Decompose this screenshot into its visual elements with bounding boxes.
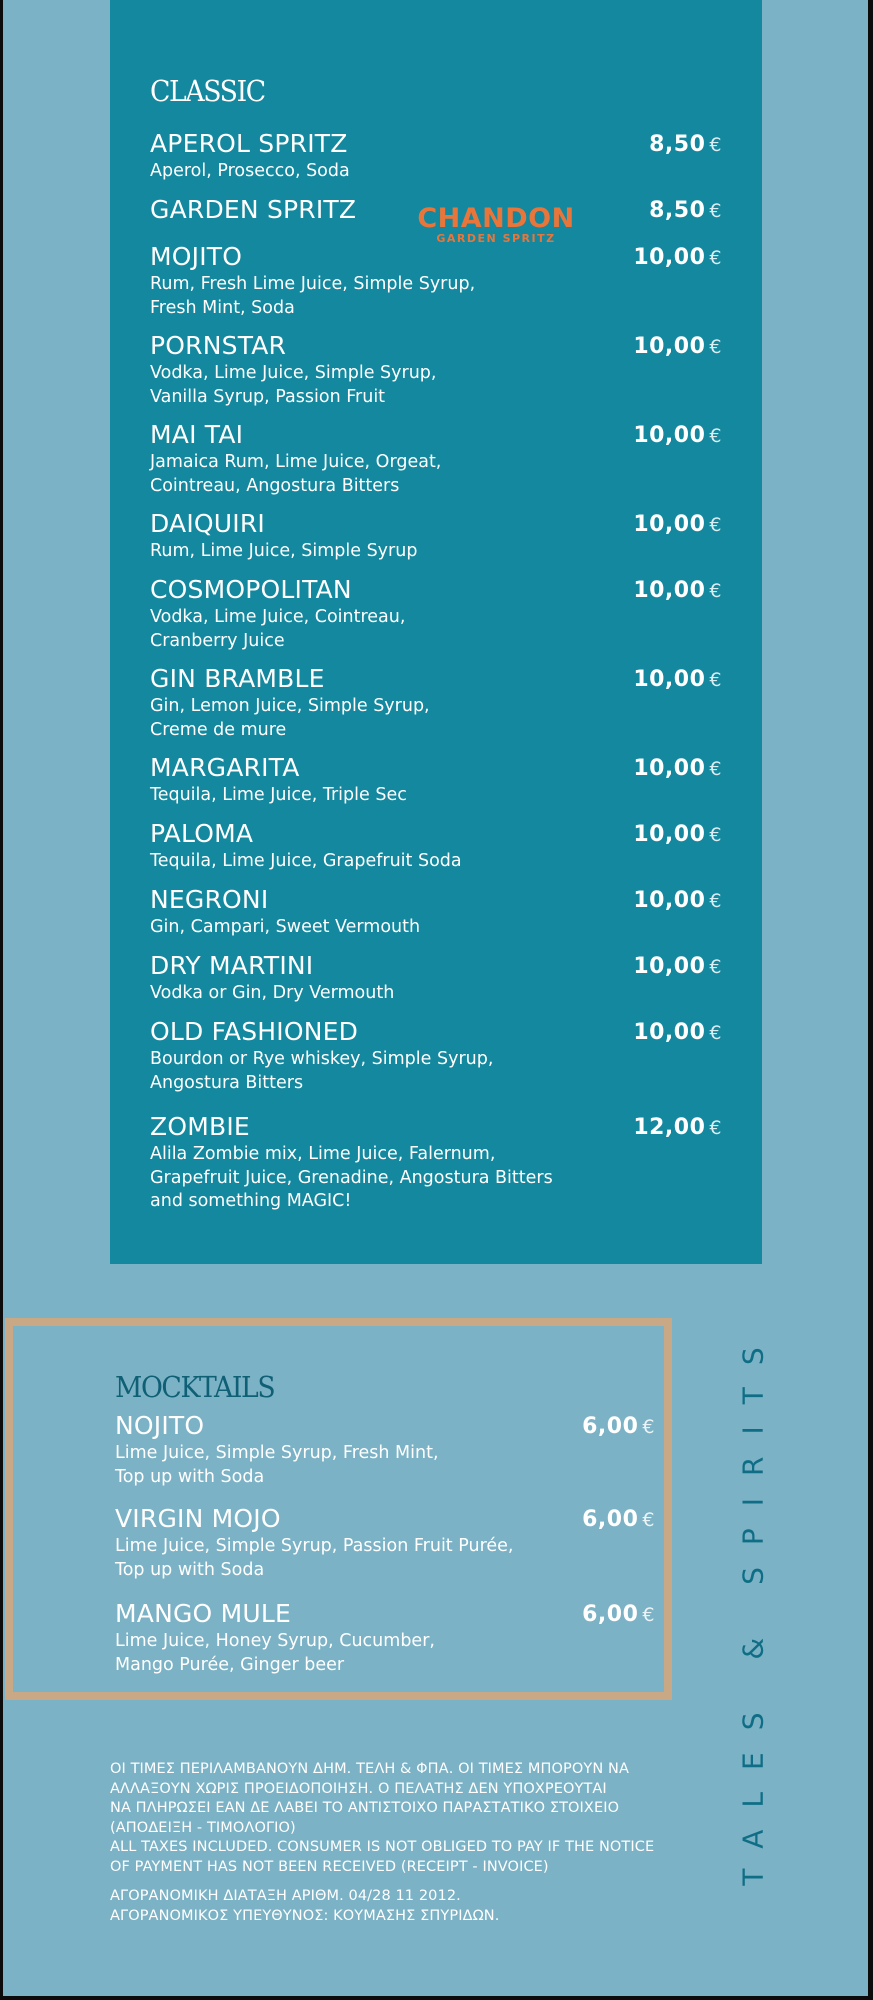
- item-name: VIRGIN MOJO: [115, 1504, 281, 1533]
- item-description: Cointreau, Angostura Bitters: [150, 475, 400, 496]
- item-description: Bourdon or Rye whiskey, Simple Syrup,: [150, 1049, 494, 1069]
- item-description: Rum, Fresh Lime Juice, Simple Syrup,: [150, 274, 476, 294]
- item-name: MOJITO: [150, 242, 243, 271]
- item-description: Top up with Soda: [115, 1559, 265, 1580]
- price-value: 8,50: [649, 198, 706, 223]
- currency-symbol: €: [709, 758, 722, 780]
- left-edge: [0, 0, 3, 2000]
- price-value: 10,00: [633, 423, 706, 448]
- currency-symbol: €: [642, 1604, 655, 1626]
- item-name: COSMOPOLITAN: [150, 575, 352, 604]
- item-name: PORNSTAR: [150, 331, 287, 360]
- item-description: Creme de mure: [150, 719, 287, 740]
- item-name: MAI TAI: [150, 420, 244, 449]
- menu-item: [115, 1600, 655, 1677]
- footer-license: [110, 1887, 710, 1926]
- price-value: 10,00: [633, 954, 706, 979]
- item-price: [633, 1115, 722, 1140]
- item-description: Aperol, Prosecco, Soda: [150, 161, 350, 181]
- footer-line: ΟΙ ΤΙΜΕΣ ΠΕΡΙΛΑΜΒΑΝΟΥΝ ΔΗΜ. ΤΕΛΗ & ΦΠΑ. ΟΙ ΤΙΜΕΣ ΜΠΟΡΟΥΝ ΝΑ: [110, 1761, 629, 1777]
- price-value: 10,00: [633, 578, 706, 603]
- item-price: [582, 1602, 655, 1627]
- item-name: NOJITO: [115, 1411, 205, 1440]
- item-name: MARGARITA: [150, 753, 300, 782]
- currency-symbol: €: [642, 1509, 655, 1531]
- currency-symbol: €: [709, 956, 722, 978]
- item-description: Vodka or Gin, Dry Vermouth: [150, 983, 395, 1003]
- price-value: 10,00: [633, 245, 706, 270]
- footer-line: ΑΛΛΑΞΟΥΝ ΧΩΡΙΣ ΠΡΟΕΙΔΟΠΟΙΗΣΗ. Ο ΠΕΛΑΤΗΣ ΔΕΝ ΥΠΟΧΡΕΟΥΤΑΙ: [110, 1780, 607, 1797]
- item-name: PALOMA: [150, 819, 254, 848]
- footer-line: OF PAYMENT HAS NOT BEEN RECEIVED (RECEIPT - INVOICE): [110, 1858, 549, 1875]
- footer-line: ΝΑ ΠΛΗΡΩΣΕΙ ΕΑΝ ΔΕ ΛΑΒΕΙ ΤΟ ΑΝΤΙΣΤΟΙΧΟ ΠΑΡΑΣΤΑΤΙΚΟ ΣΤΟΙΧΕΙΟ: [110, 1800, 620, 1816]
- item-name: GARDEN SPRITZ: [150, 195, 357, 224]
- currency-symbol: €: [709, 1022, 722, 1044]
- footer-line: ΑΓΟΡΑΝΟΜΙΚΗ ΔΙΑΤΑΞΗ ΑΡΙΘΜ. 04/28 11 2012.: [110, 1888, 461, 1904]
- item-description: Top up with Soda: [115, 1466, 265, 1487]
- item-price: [582, 1507, 655, 1532]
- menu-item: [150, 130, 722, 184]
- brand-name: CHANDON: [417, 203, 575, 234]
- item-description: Alila Zombie mix, Lime Juice, Falernum,: [150, 1144, 496, 1164]
- item-description: Jamaica Rum, Lime Juice, Orgeat,: [150, 452, 442, 472]
- item-description: Mango Purée, Ginger beer: [115, 1654, 345, 1675]
- currency-symbol: €: [709, 425, 722, 447]
- currency-symbol: €: [642, 1416, 655, 1438]
- footer-line: ALL TAXES INCLUDED. CONSUMER IS NOT OBLIGED TO PAY IF THE NOTICE: [110, 1839, 655, 1855]
- currency-symbol: €: [709, 580, 722, 602]
- currency-symbol: €: [709, 134, 722, 156]
- item-price: [633, 822, 722, 847]
- menu-item: [150, 665, 722, 742]
- menu-item: [115, 1412, 655, 1489]
- item-price: [633, 888, 722, 913]
- price-value: 10,00: [633, 334, 706, 359]
- item-description: Grapefruit Juice, Grenadine, Angostura Bitters: [150, 1167, 553, 1188]
- item-price: [633, 954, 722, 979]
- item-description: Vanilla Syrup, Passion Fruit: [150, 386, 386, 407]
- price-value: 10,00: [633, 822, 706, 847]
- item-description: Tequila, Lime Juice, Triple Sec: [150, 785, 407, 805]
- menu-item: [150, 243, 722, 320]
- item-description: Fresh Mint, Soda: [150, 297, 295, 318]
- item-name: DAIQUIRI: [150, 509, 265, 538]
- menu-item: [150, 332, 722, 409]
- price-value: 10,00: [633, 1020, 706, 1045]
- item-price: [649, 198, 722, 223]
- item-name: GIN BRAMBLE: [150, 664, 325, 693]
- item-description: Tequila, Lime Juice, Grapefruit Soda: [150, 851, 462, 871]
- item-description: Angostura Bitters: [150, 1072, 304, 1093]
- item-name: APEROL SPRITZ: [150, 129, 348, 158]
- currency-symbol: €: [709, 890, 722, 912]
- item-description: Gin, Campari, Sweet Vermouth: [150, 917, 421, 937]
- side-brand: [733, 1300, 773, 1910]
- classic-section: [110, 0, 762, 1264]
- currency-symbol: €: [709, 1117, 722, 1139]
- bottom-edge: [0, 1996, 873, 2000]
- item-name: ZOMBIE: [150, 1112, 250, 1141]
- item-description: Lime Juice, Simple Syrup, Fresh Mint,: [115, 1443, 439, 1463]
- item-price: [633, 334, 722, 359]
- menu-item: [150, 754, 722, 808]
- menu-item: [150, 421, 722, 498]
- item-description: Cranberry Juice: [150, 630, 285, 651]
- price-value: 10,00: [633, 512, 706, 537]
- side-brand-text: TALES & SPIRITS: [736, 1324, 770, 1886]
- footer-line: (ΑΠΟΔΕΙΞΗ - ΤΙΜΟΛΟΓΙΟ): [110, 1819, 296, 1836]
- price-value: 10,00: [633, 667, 706, 692]
- item-description: Vodka, Lime Juice, Simple Syrup,: [150, 363, 437, 383]
- menu-item: [115, 1505, 655, 1582]
- item-price: [633, 512, 722, 537]
- currency-symbol: €: [709, 200, 722, 222]
- menu-item: [150, 820, 722, 874]
- price-value: 8,50: [649, 132, 706, 157]
- legal-footer: [110, 1760, 710, 1926]
- currency-symbol: €: [709, 514, 722, 536]
- item-price: [633, 756, 722, 781]
- price-value: 6,00: [582, 1414, 639, 1439]
- menu-item: [150, 1018, 722, 1095]
- currency-symbol: €: [709, 336, 722, 358]
- item-name: MANGO MULE: [115, 1599, 291, 1628]
- item-description: and something MAGIC!: [150, 1191, 352, 1211]
- menu-item: [150, 576, 722, 653]
- menu-item: [150, 510, 722, 564]
- item-price: [633, 245, 722, 270]
- item-price: [633, 423, 722, 448]
- price-value: 6,00: [582, 1507, 639, 1532]
- currency-symbol: €: [709, 824, 722, 846]
- item-price: [633, 1020, 722, 1045]
- menu-item: [150, 886, 722, 940]
- price-value: 10,00: [633, 888, 706, 913]
- item-name: DRY MARTINI: [150, 951, 314, 980]
- classic-title: CLASSIC: [150, 74, 265, 108]
- item-price: [633, 578, 722, 603]
- item-description: Lime Juice, Simple Syrup, Passion Fruit Purée,: [115, 1536, 514, 1556]
- footer-line: ΑΓΟΡΑΝΟΜΙΚΟΣ ΥΠΕΥΘΥΝΟΣ: ΚΟΥΜΑΣΗΣ ΣΠΥΡΙΔΩΝ.: [110, 1907, 500, 1924]
- item-name: NEGRONI: [150, 885, 269, 914]
- menu-item: [150, 196, 722, 224]
- item-price: [582, 1414, 655, 1439]
- item-description: Rum, Lime Juice, Simple Syrup: [150, 541, 418, 561]
- brand-sub: GARDEN SPRITZ: [436, 232, 556, 245]
- currency-symbol: €: [709, 669, 722, 691]
- price-value: 6,00: [582, 1602, 639, 1627]
- right-edge: [868, 0, 873, 2000]
- item-price: [649, 132, 722, 157]
- footer-notice: [110, 1760, 710, 1877]
- item-price: [633, 667, 722, 692]
- price-value: 10,00: [633, 756, 706, 781]
- mocktails-section: [5, 1318, 672, 1700]
- menu-item: [150, 1113, 722, 1214]
- price-value: 12,00: [633, 1115, 706, 1140]
- menu-item: [150, 952, 722, 1006]
- mocktails-title: MOCKTAILS: [115, 1370, 275, 1404]
- item-description: Gin, Lemon Juice, Simple Syrup,: [150, 696, 430, 716]
- currency-symbol: €: [709, 247, 722, 269]
- item-description: Vodka, Lime Juice, Cointreau,: [150, 607, 406, 627]
- item-description: Lime Juice, Honey Syrup, Cucumber,: [115, 1631, 435, 1651]
- item-name: OLD FASHIONED: [150, 1017, 359, 1046]
